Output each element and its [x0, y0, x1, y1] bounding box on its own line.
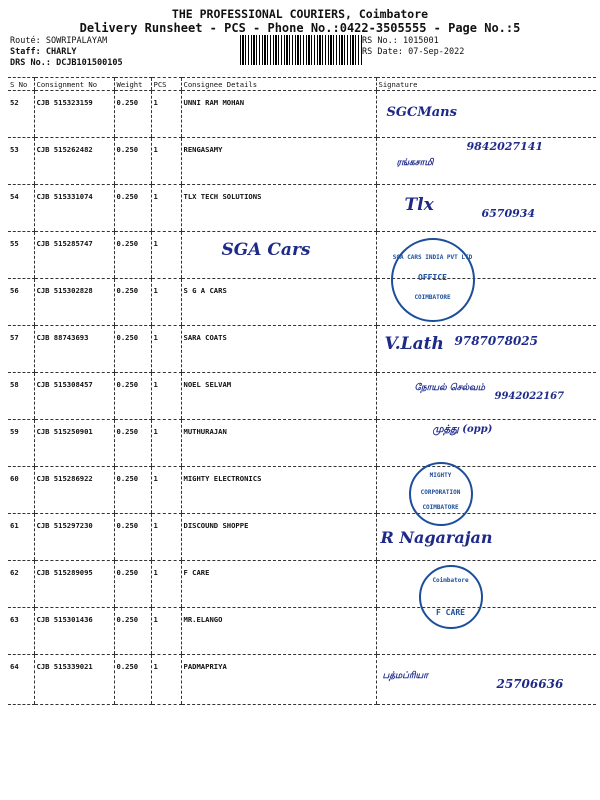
- drs-line: [10, 58, 123, 68]
- consignee: NOEL SELVAM: [181, 373, 376, 420]
- pcs: 1: [151, 655, 181, 705]
- stamp-bottom: COIMBATORE: [414, 294, 451, 301]
- consignee: PADMAPRIYA: [181, 655, 376, 705]
- consignment-no: CJB 515301436: [34, 608, 114, 655]
- consignee: [181, 232, 376, 279]
- signature-cell: [376, 232, 596, 301]
- table-row: [8, 467, 596, 514]
- pcs: 1: [151, 232, 181, 279]
- table-row: [8, 232, 596, 279]
- consignee: MIGHTY ELECTRONICS: [181, 467, 376, 514]
- stamp-top: MIGHTY: [429, 472, 452, 479]
- pcs: 1: [151, 561, 181, 608]
- col-consignee: Consignee Details: [181, 78, 376, 91]
- handwritten-signature: நோயல் செல்வம்: [414, 383, 486, 393]
- consignee: S G A CARS: [181, 279, 376, 326]
- pcs: 1: [151, 138, 181, 185]
- signature-cell: [376, 420, 596, 467]
- pcs: 1: [151, 467, 181, 514]
- rs-date-line: [362, 47, 464, 57]
- consignment-no: CJB 515323159: [34, 91, 114, 138]
- signature-cell: [376, 91, 596, 138]
- pcs: 1: [151, 279, 181, 326]
- staff-line: [10, 47, 77, 57]
- table-row: [8, 608, 596, 655]
- staff-label: Staff:: [10, 47, 41, 57]
- barcode: [240, 35, 362, 65]
- col-sno: S No: [8, 78, 34, 91]
- pcs: 1: [151, 91, 181, 138]
- sno: 54: [8, 185, 34, 232]
- stamp-mid: F CARE: [436, 608, 465, 617]
- table-row: [8, 279, 596, 326]
- table-row: [8, 561, 596, 608]
- drs-value: DCJB101500105: [56, 58, 123, 68]
- sno: 61: [8, 514, 34, 561]
- pcs: 1: [151, 373, 181, 420]
- pcs: 1: [151, 514, 181, 561]
- f-care-stamp: [419, 565, 483, 629]
- sga-cars-stamp: [391, 238, 475, 322]
- company-title: THE PROFESSIONAL COURIERS, Coimbatore: [171, 7, 429, 21]
- sno: 63: [8, 608, 34, 655]
- consignee: MUTHURAJAN: [181, 420, 376, 467]
- sno: 64: [8, 655, 34, 705]
- handwritten-signature: ரங்கசாமி: [396, 158, 434, 168]
- signature-cell: [376, 561, 596, 617]
- table-header-row: [8, 78, 596, 91]
- consignee: SARA COATS: [181, 326, 376, 373]
- weight: 0.250: [114, 608, 151, 655]
- sno: 56: [8, 279, 34, 326]
- handwritten-signature: V.Lath: [384, 334, 444, 354]
- drs-label: DRS No.:: [10, 58, 51, 68]
- runsheet-title: Delivery Runsheet - PCS - Phone No.:0422-3505555 - Page No.:5: [79, 21, 521, 35]
- handwritten-phone: 9842027141: [466, 140, 544, 153]
- col-consignment: Consignment No: [34, 78, 114, 91]
- staff-value: CHARLY: [45, 47, 77, 57]
- table-row: [8, 91, 596, 138]
- stamp-top: SGA CARS INDIA PVT LTD: [392, 254, 473, 261]
- weight: 0.250: [114, 655, 151, 705]
- consignment-no: CJB 515297230: [34, 514, 114, 561]
- weight: 0.250: [114, 326, 151, 373]
- weight: 0.250: [114, 373, 151, 420]
- handwritten-phone: 9787078025: [454, 334, 538, 348]
- consignment-no: CJB 515339021: [34, 655, 114, 705]
- stamp-mid: CORPORATION: [420, 489, 461, 496]
- weight: 0.250: [114, 91, 151, 138]
- route-line: [10, 36, 107, 46]
- consignment-no: CJB 515331074: [34, 185, 114, 232]
- rs-number-line: [362, 36, 439, 46]
- rs-number-value: 1015001: [402, 36, 439, 46]
- consignment-no: CJB 515289095: [34, 561, 114, 608]
- weight: 0.250: [114, 279, 151, 326]
- table-row: [8, 185, 596, 232]
- signature-cell: [376, 514, 596, 561]
- weight: 0.250: [114, 420, 151, 467]
- weight: 0.250: [114, 232, 151, 279]
- handwritten-phone: 9942022167: [494, 391, 565, 402]
- sno: 55: [8, 232, 34, 279]
- pcs: 1: [151, 326, 181, 373]
- table-row: [8, 420, 596, 467]
- consignment-no: CJB 88743693: [34, 326, 114, 373]
- col-signature: Signature: [376, 78, 596, 91]
- runsheet-table: [8, 77, 596, 705]
- handwritten-signature: முத்து (opp): [432, 424, 493, 435]
- sno: 57: [8, 326, 34, 373]
- consignee: F CARE: [181, 561, 376, 608]
- weight: 0.250: [114, 185, 151, 232]
- pcs: 1: [151, 420, 181, 467]
- signature-cell: [376, 655, 596, 705]
- consignee: RENGASAMY: [181, 138, 376, 185]
- consignee: MR.ELANGO: [181, 608, 376, 655]
- handwritten-signature: SGCMans: [386, 105, 457, 120]
- pcs: 1: [151, 608, 181, 655]
- pcs: 1: [151, 185, 181, 232]
- signature-cell: [376, 373, 596, 420]
- table-row: [8, 138, 596, 185]
- sno: 59: [8, 420, 34, 467]
- consignment-no: CJB 515250901: [34, 420, 114, 467]
- consignment-no: CJB 515308457: [34, 373, 114, 420]
- route-value: SOWRIPALAYAM: [45, 36, 108, 46]
- rs-number-label: RS No.:: [362, 36, 398, 46]
- table-row: [8, 326, 596, 373]
- col-weight: Weight: [114, 78, 151, 91]
- handwritten-signature: பத்மப்ரியா: [382, 671, 428, 681]
- consignee: TLX TECH SOLUTIONS: [181, 185, 376, 232]
- col-pcs: PCS: [151, 78, 181, 91]
- table-row: [8, 373, 596, 420]
- handwritten-signature: Tlx: [404, 195, 434, 215]
- rs-date-value: 07-Sep-2022: [408, 47, 465, 57]
- signature-cell: [376, 467, 596, 514]
- consignment-no: CJB 515262482: [34, 138, 114, 185]
- signature-cell: [376, 326, 596, 373]
- stamp-mid: OFFICE: [418, 273, 447, 282]
- sno: 62: [8, 561, 34, 608]
- route-label: Routé:: [10, 36, 41, 46]
- signature-cell: [376, 185, 596, 232]
- consignee: DISCOUND SHOPPE: [181, 514, 376, 561]
- rs-date-label: RS Date:: [362, 47, 403, 57]
- consignee: UNNI RAM MOHAN: [181, 91, 376, 138]
- weight: 0.250: [114, 138, 151, 185]
- sno: 58: [8, 373, 34, 420]
- sno: 60: [8, 467, 34, 514]
- handwritten-phone: 6570934: [481, 207, 536, 220]
- consignment-no: CJB 515302828: [34, 279, 114, 326]
- table-row: [8, 514, 596, 561]
- sno: 53: [8, 138, 34, 185]
- signature-cell: [376, 608, 596, 655]
- consignment-no: CJB 515286922: [34, 467, 114, 514]
- sno: 52: [8, 91, 34, 138]
- handwritten-phone: 25706636: [496, 677, 564, 691]
- handwritten-consignee: SGA Cars: [221, 240, 311, 260]
- weight: 0.250: [114, 561, 151, 608]
- handwritten-signature: R Nagarajan: [380, 528, 493, 547]
- table-row: [8, 655, 596, 705]
- signature-cell: [376, 138, 596, 185]
- weight: 0.250: [114, 514, 151, 561]
- stamp-bottom: COIMBATORE: [422, 504, 459, 511]
- consignment-no: CJB 515285747: [34, 232, 114, 279]
- weight: 0.250: [114, 467, 151, 514]
- stamp-top: Coimbatore: [432, 577, 469, 584]
